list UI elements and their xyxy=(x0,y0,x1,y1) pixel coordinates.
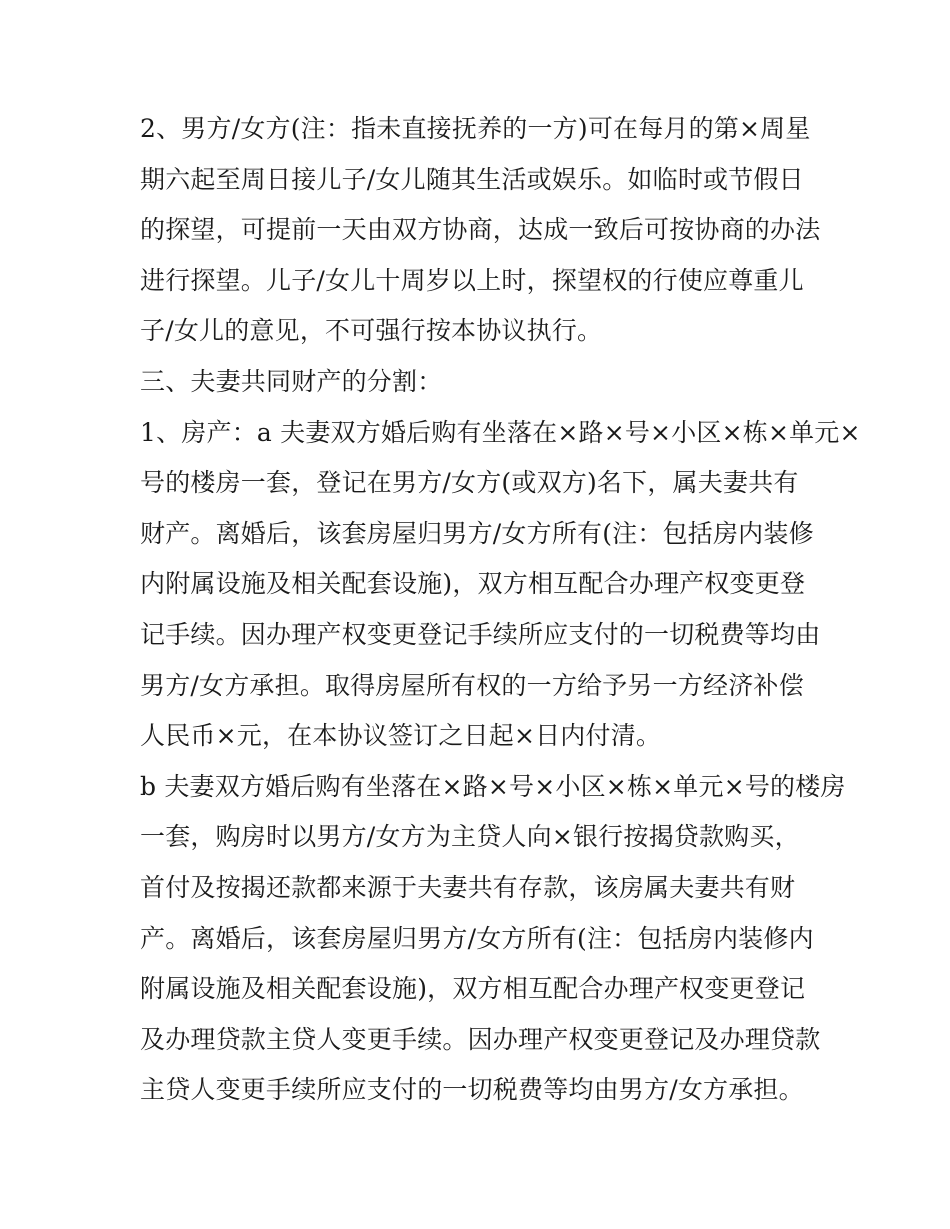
text-line: 的探望，可提前一天由双方协商，达成一致后可按协商的办法 xyxy=(140,215,821,245)
text-line: 期六起至周日接儿子/女儿随其生活或娱乐。如临时或节假日 xyxy=(140,164,804,194)
text-line: 产。离婚后，该套房屋归男方/女方所有(注：包括房内装修内 xyxy=(140,923,814,953)
text-line: b 夫妻双方婚后购有坐落在×路×号×小区×栋×单元×号的楼房 xyxy=(140,771,846,801)
text-line: 财产。离婚后，该套房屋归男方/女方所有(注：包括房内装修 xyxy=(140,518,814,548)
document-body xyxy=(140,104,861,1116)
text-line: 记手续。因办理产权变更登记手续所应支付的一切税费等均由 xyxy=(140,619,821,649)
section-heading: 三、夫妻共同财产的分割： xyxy=(140,366,443,396)
text-line: 子/女儿的意见，不可强行按本协议执行。 xyxy=(140,316,603,346)
text-line: 进行探望。儿子/女儿十周岁以上时，探望权的行使应尊重儿 xyxy=(140,265,804,295)
text-line: 首付及按揭还款都来源于夫妻共有存款，该房属夫妻共有财 xyxy=(140,872,796,902)
text-line: 一套，购房时以男方/女方为主贷人向×银行按揭贷款购买， xyxy=(140,822,800,852)
text-line: 1、房产：a 夫妻双方婚后购有坐落在×路×号×小区×栋×单元× xyxy=(140,417,861,447)
text-line: 主贷人变更手续所应支付的一切税费等均由男方/女方承担。 xyxy=(140,1075,804,1105)
text-line: 内附属设施及相关配套设施)，双方相互配合办理产权变更登 xyxy=(140,569,806,599)
text-line: 及办理贷款主贷人变更手续。因办理产权变更登记及办理贷款 xyxy=(140,1024,821,1054)
text-line: 号的楼房一套，登记在男方/女方(或双方)名下，属夫妻共有 xyxy=(140,468,799,498)
text-line: 2、男方/女方(注：指未直接抚养的一方)可在每月的第×周星 xyxy=(140,114,811,143)
text-line: 男方/女方承担。取得房屋所有权的一方给予另一方经济补偿 xyxy=(140,670,804,700)
text-line: 人民币×元，在本协议签订之日起×日内付清。 xyxy=(140,721,662,751)
text-line: 附属设施及相关配套设施)，双方相互配合办理产权变更登记 xyxy=(140,974,806,1004)
